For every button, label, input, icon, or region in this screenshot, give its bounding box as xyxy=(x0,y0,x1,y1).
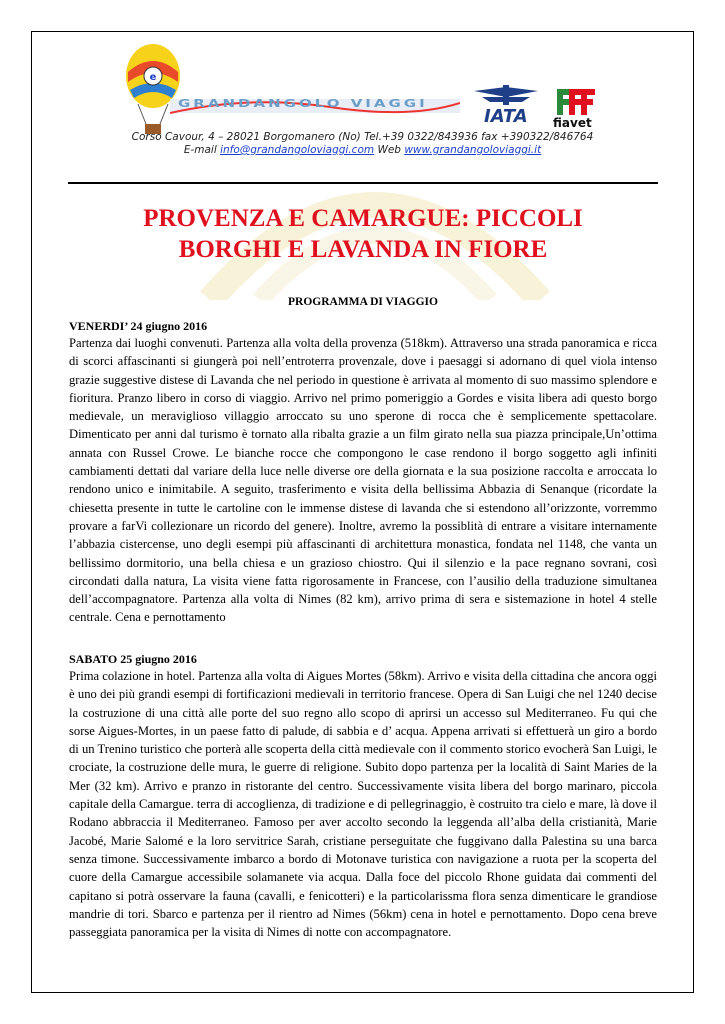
fiavet-label: fiavet xyxy=(553,116,592,130)
day-1-text: Partenza dai luoghi convenuti. Partenza alla volta della provenza (518km). Attraverso una strada panoramica e ricca di scorci affascinanti si giungerà poi nell’entroterra provenzale, dove i paesaggi si adornano di quel viola intenso grazie suggestive distese di Lavanda che nel periodo in questione è arrivata al momento di suo massimo splendore e fioritura. Pranzo libero in corso di viaggio. Arrivo nel primo pomeriggio a Gordes e visita libera adi questo borgo medievale, un meraviglioso villaggio arroccato su uno sperone di rocca che è semplicemente spettacolare. Dimenticato per anni dal turismo è tornato alla ribalta grazie a un film girato nella sua piazza principale,Un’ottima annata con Russel Crowe. Le bianche rocce che compongono le case rendono il borgo soggetto agli infiniti cambiamenti dettati dal variare della luce nelle diverse ore della giornata e la sua posizione raccolta e arroccata lo rendono unico e inimitabile. A seguito, trasferimento e visita della bellissima Abbazia di Senanque (ricordate la chiesetta presente in tutte le cartoline con le immense distese di lavanda che si estendono all’orizzonte, vorremmo provare a farVi collezionare un ricordo del genere). Inoltre, avremo la possiblità di entrare a visitare internamente l’abbazia cistercense, uno degli esempi più affascinanti di architettura monastica, fondata nel 1148, che vanta un bellissimo dormitorio, una bella chiesa e un grazioso chiostro. Qui il silenzio e la pace regnano sovrani, così circondati dalla natura, La visita viene fatta rigorosamente in Francese, con l’ausilio della traduzione simultanea dell’accompagnatore. Partenza alla volta di Nimes (82 km), arrivo prima di sera e sistemazione in hotel 4 stelle centrale. Cena e pernottamento xyxy=(69,336,657,625)
header-divider xyxy=(68,182,658,184)
svg-text:e: e xyxy=(149,72,157,83)
hot-air-balloon-logo-icon xyxy=(120,42,186,138)
letterhead xyxy=(0,0,725,185)
fiavet-logo-icon xyxy=(553,85,599,119)
day-2-title: SABATO 25 giugno 2016 xyxy=(69,652,197,666)
title-line-1: PROVENZA E CAMARGUE: PICCOLI xyxy=(143,205,583,232)
email-label: E-mail xyxy=(183,144,217,156)
title-line-2: BORGHI E LAVANDA IN FIORE xyxy=(178,236,548,263)
contact-line xyxy=(0,143,725,157)
email-link[interactable]: info@grandangoloviaggi.com xyxy=(220,144,375,156)
program-heading: PROGRAMMA DI VIAGGIO xyxy=(288,296,438,308)
document-title xyxy=(68,203,658,265)
day-1-title: VENERDI’ 24 giugno 2016 xyxy=(69,319,208,333)
iata-label: IATA xyxy=(484,106,528,127)
brand-wordmark: GRANDANGOLO VIAGGI xyxy=(178,97,428,110)
web-label: Web xyxy=(377,144,401,156)
day-2-text: Prima colazione in hotel. Partenza alla volta di Aigues Mortes (58km). Arrivo e visita della cittadina che ancora oggi è uno dei più grandi esempi di fortificazioni medievali in territorio francese. Opera di San Luigi che nel 1240 decise la costruzione di una città alle porte del suo regno allo scopo di aprirsi un accesso sul Mediterraneo. Fu qui che sorse Aigues-Mortes, in un paese fatto di palude, di sabbia e d’ acqua. Appena arrivati si effettuerà un giro a bordo di un Trenino turistico che porterà alle scoperta della città medievale con il commento storico evocherà San Luigi, le crociate, la costruzione delle mura, le guerre di religione. Subito dopo partenza per la località di Saint Maries de la Mer (32 km). Arrivo e pranzo in ristorante del centro. Successivamente visita libera del borgo marinaro, piccola capitale della Camargue. terra di accoglienza, di tradizione e di pellegrinaggio, è costruito tra cielo e mare, là dove il Rodano abbraccia il Mediterraneo. Famoso per aver accolto secondo la leggenda all’alba della cristianità, Marie Jacobé, Marie Salomé e la loro servitrice Sarah, cristiane perseguitate che fuggivano dalla Palestina su una barca senza timone. Successivamente imbarco a bordo di Motonave turistica con navigazione a ruota per la scoperta del cuore della Camargue accessibile solamanete via acqua. Dalla foce del piccolo Rhone guidata dai commenti del capitano si potrà osservare la fauna (cavalli, e fenicotteri) e la particolarissma flora senza dimenticare le grandiose mandrie di tori. Sbarco e partenza per il rientro ad Nimes (56km) cena in hotel e pernottamento. Dopo cena breve passeggiata panoramica per la visita di Nimes di notte con accompagnatore. xyxy=(69,669,657,940)
web-link[interactable]: www.grandangoloviaggi.it xyxy=(404,144,542,156)
agency-address: Corso Cavour, 4 – 28021 Borgomanero (No) Tel.+39 0322/843936 fax +390322/846764 xyxy=(131,131,594,143)
